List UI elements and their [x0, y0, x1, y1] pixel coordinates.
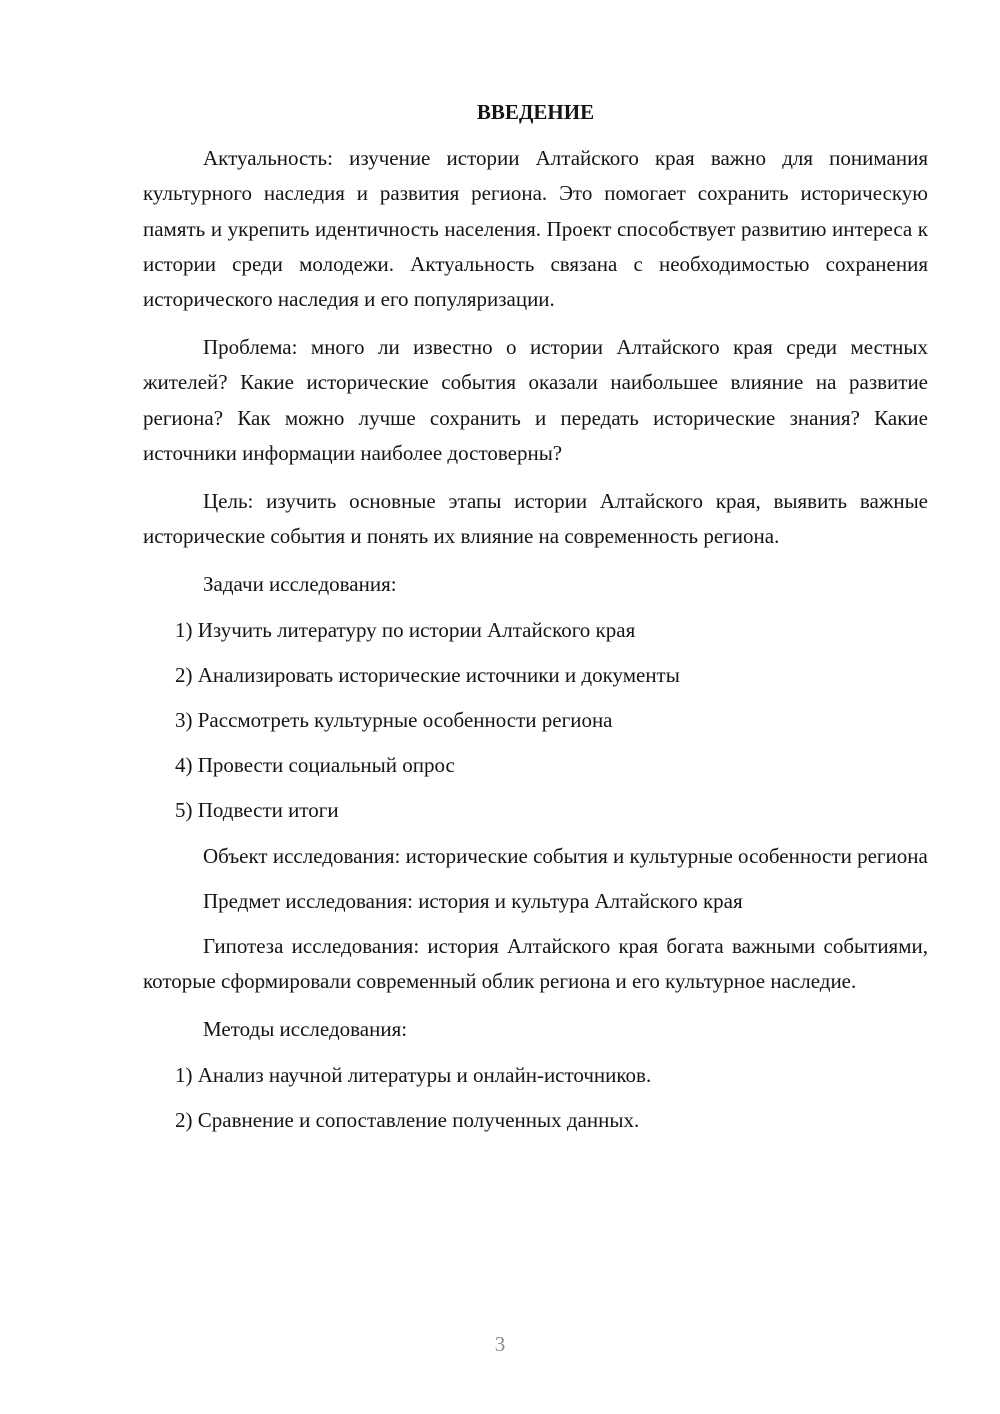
- list-item: 1) Изучить литературу по истории Алтайского края: [175, 617, 636, 642]
- goal-paragraph: Цель: изучить основные этапы истории Алтайского края, выявить важные исторические события и понять их влияние на современность региона.: [143, 489, 928, 549]
- methods-heading: Методы исследования:: [203, 1017, 408, 1042]
- list-item: 2) Анализировать исторические источники и документы: [175, 662, 680, 687]
- list-item: 1) Анализ научной литературы и онлайн-источников.: [175, 1062, 652, 1087]
- object-paragraph: Объект исследования: исторические события и культурные особенности региона: [203, 843, 928, 868]
- list-item: 2) Сравнение и сопоставление полученных данных.: [175, 1107, 640, 1132]
- relevance-paragraph: Актуальность: изучение истории Алтайского края важно для понимания культурного наследия и развития региона. Это помогает сохранить историческую память и укрепить идентичность населения. Проект способствует развитию интереса к истории среди молодежи. Актуальность связана с необходимостью сохранения исторического наследия и его популяризации.: [143, 146, 928, 312]
- list-item: 5) Подвести итоги: [175, 798, 339, 823]
- hypothesis-paragraph: Гипотеза исследования: история Алтайского края богата важными событиями, которые сформировали современный облик региона и его культурное наследие.: [143, 934, 928, 994]
- document-page: [143, 95, 928, 1148]
- methods-list: [143, 1058, 928, 1138]
- list-item: 4) Провести социальный опрос: [175, 753, 455, 778]
- list-item: 3) Рассмотреть культурные особенности региона: [175, 708, 613, 733]
- tasks-heading: Задачи исследования:: [203, 572, 397, 597]
- tasks-list: [143, 613, 928, 829]
- section-title: ВВЕДЕНИЕ: [476, 100, 595, 124]
- page-number: 3: [494, 1332, 506, 1356]
- subject-paragraph: Предмет исследования: история и культура Алтайского края: [203, 888, 743, 913]
- problem-paragraph: Проблема: много ли известно о истории Алтайского края среди местных жителей? Какие исторические события оказали наибольшее влияние на развитие региона? Как можно лучше сохранить и передать исторические знания? Какие источники информации наиболее достоверны?: [143, 335, 928, 465]
